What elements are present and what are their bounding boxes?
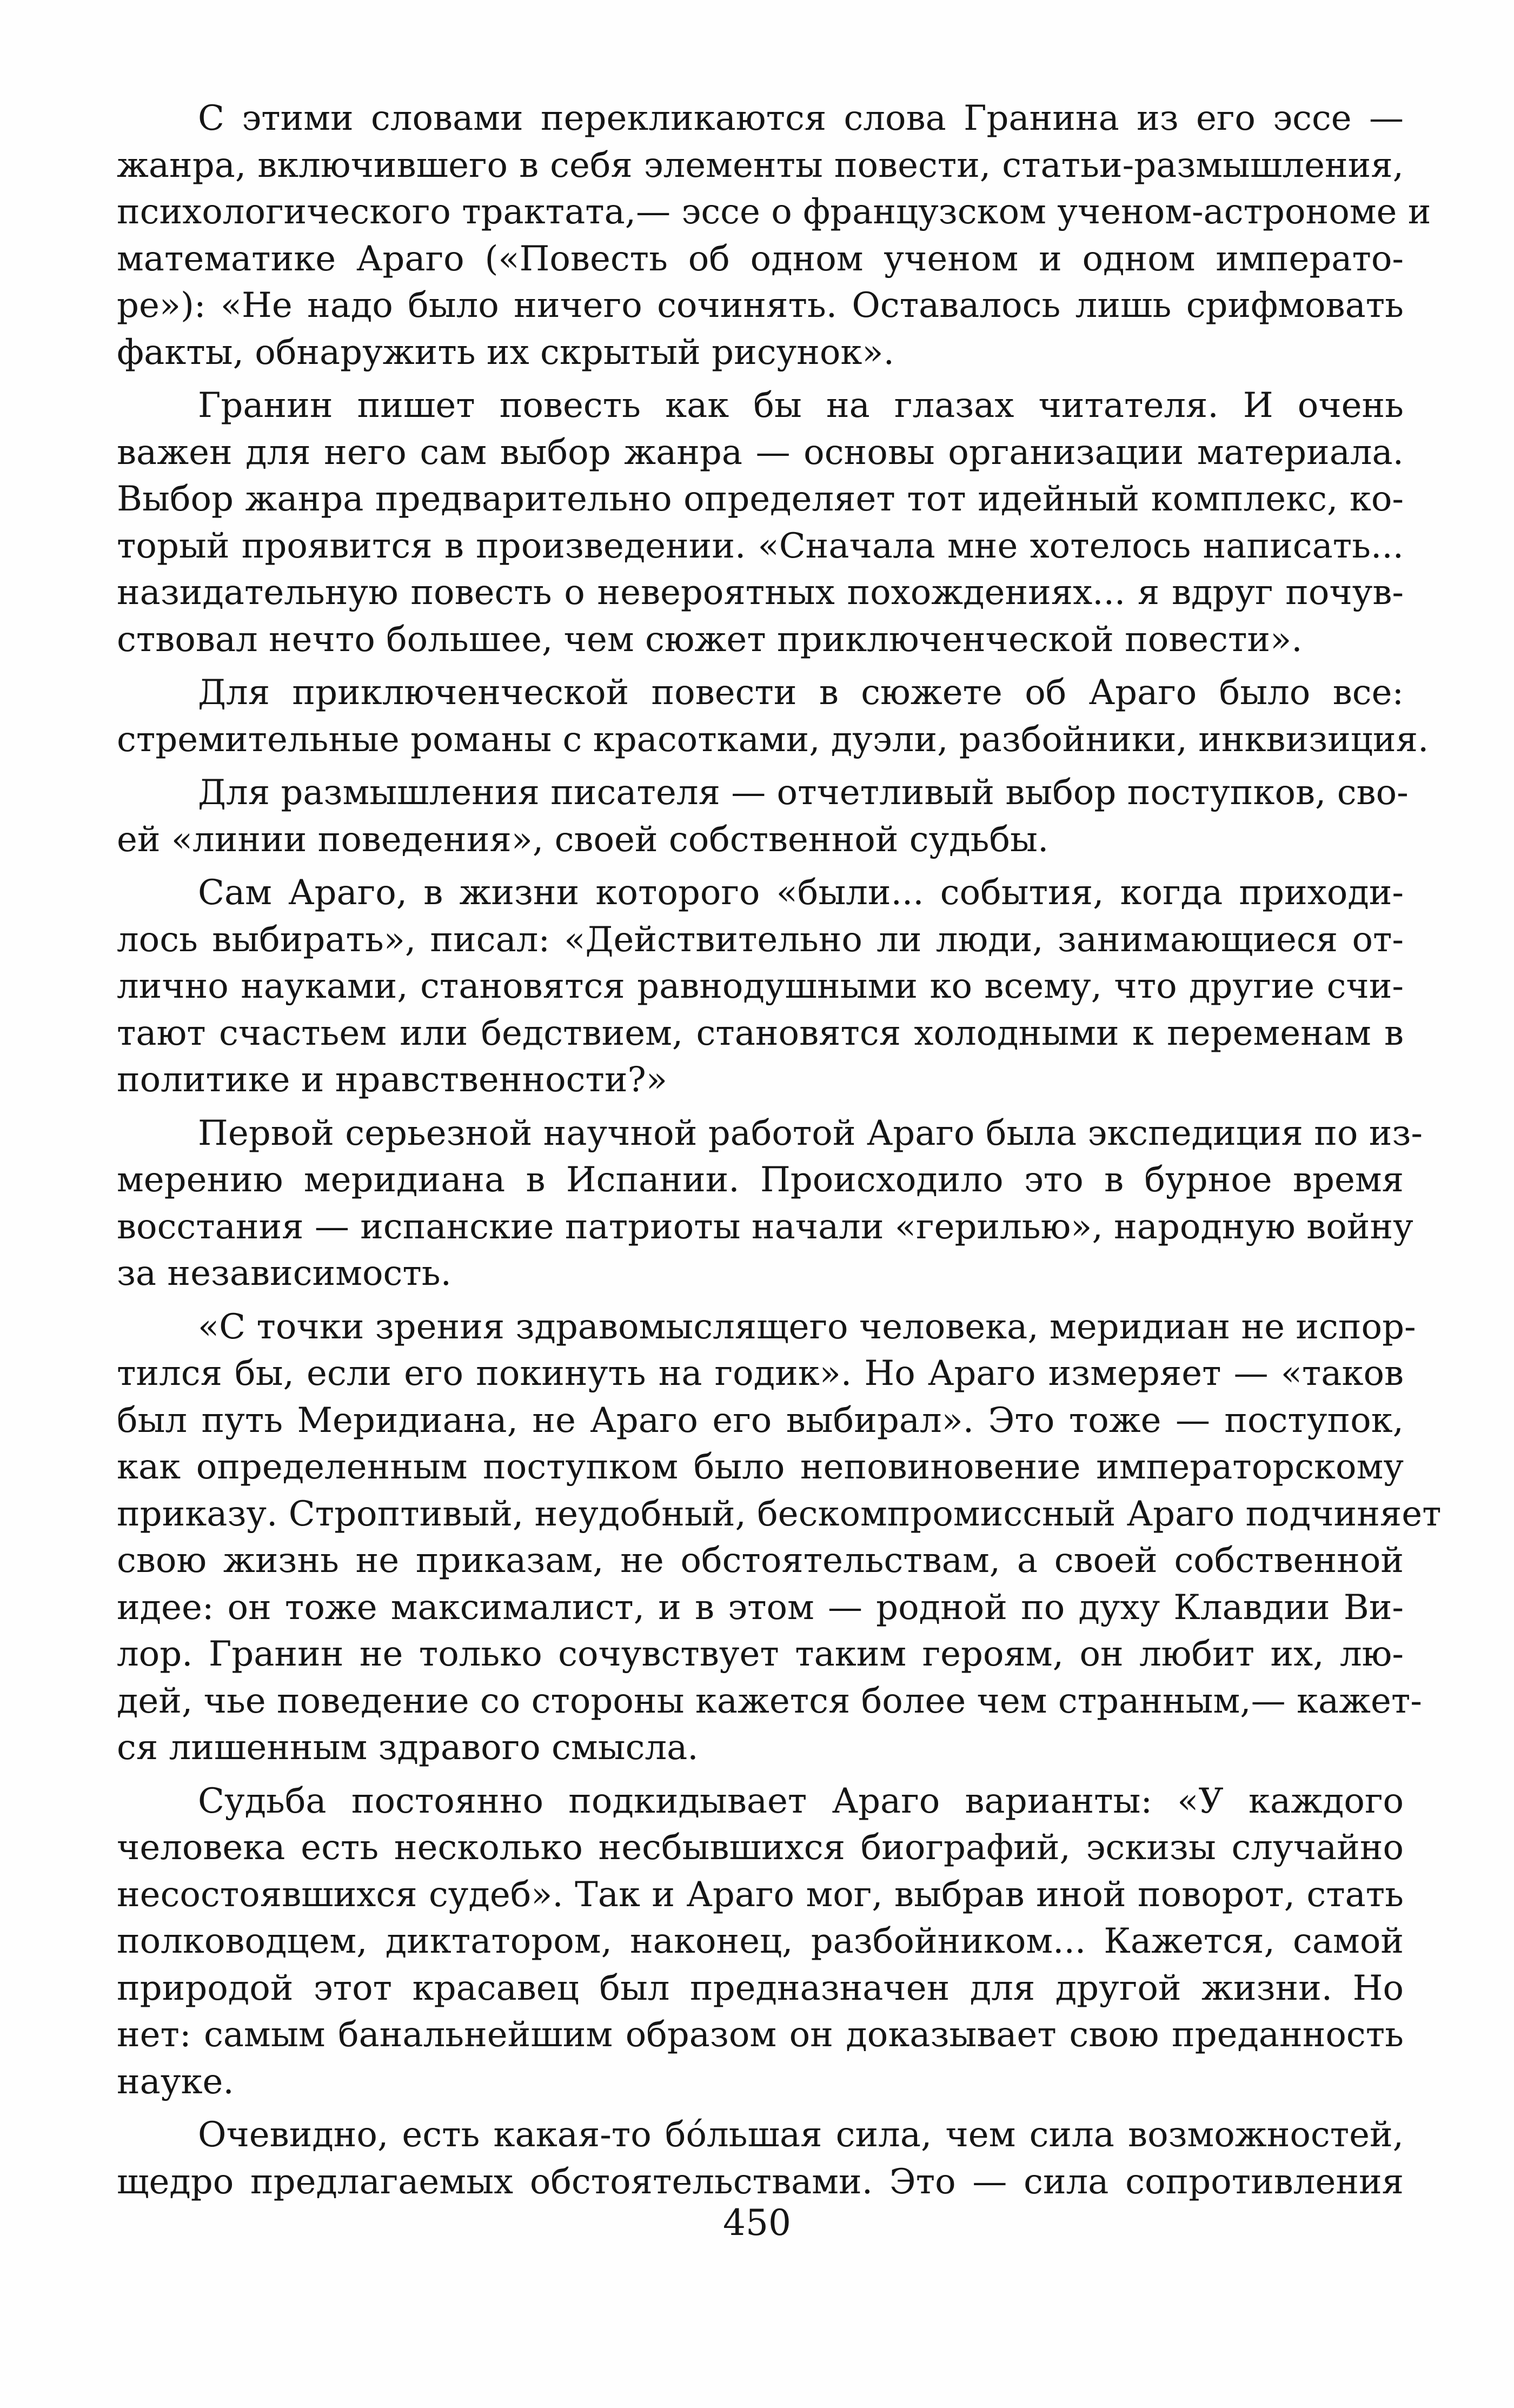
text-line: за независимость. bbox=[117, 1253, 451, 1293]
paragraph bbox=[117, 2112, 1404, 2205]
text-line: Сам Араго, в жизни которого «были... события, когда приходи- bbox=[198, 873, 1404, 913]
text-line: психологического трактата,— эссе о французском ученом-астрономе и bbox=[117, 192, 1431, 232]
text-line: несостоявшихся судеб». Так и Араго мог, выбрав иной поворот, стать bbox=[117, 1874, 1404, 1915]
text-line: природой этот красавец был предназначен для другой жизни. Но bbox=[117, 1968, 1404, 2008]
paragraph bbox=[117, 870, 1404, 1104]
text-line: как определенным поступком было неповиновение императорскому bbox=[117, 1447, 1404, 1487]
text-line: полководцем, диктатором, наконец, разбойником... Кажется, самой bbox=[117, 1921, 1404, 1961]
text-line: был путь Меридиана, не Араго его выбирал». Это тоже — поступок, bbox=[117, 1400, 1404, 1441]
text-line: тают счастьем или бедствием, становятся холодными к переменам в bbox=[117, 1013, 1404, 1053]
text-line: ствовал нечто большее, чем сюжет приключенческой повести». bbox=[117, 619, 1303, 660]
text-line: ся лишенным здравого смысла. bbox=[117, 1728, 699, 1768]
text-line: С этими словами перекликаются слова Гранина из его эссе — bbox=[198, 98, 1404, 138]
text-line: важен для него сам выбор жанра — основы организации материала. bbox=[117, 432, 1404, 473]
paragraph bbox=[117, 95, 1431, 376]
text-line: тился бы, если его покинуть на годик». Но Араго измеряет — «таков bbox=[117, 1354, 1404, 1394]
paragraph bbox=[117, 770, 1409, 863]
text-line: Гранин пишет повесть как бы на глазах читателя. И очень bbox=[198, 386, 1404, 426]
paragraph bbox=[117, 1110, 1423, 1297]
text-line: щедро предлагаемых обстоятельствами. Это — сила сопротивления bbox=[117, 2161, 1404, 2202]
text-line: торый проявится в произведении. «Сначала мне хотелось написать... bbox=[117, 526, 1404, 566]
text-line: стремительные романы с красотками, дуэли, разбойники, инквизиция. bbox=[117, 719, 1429, 760]
text-line: Для размышления писателя — отчетливый выбор поступков, сво- bbox=[198, 773, 1409, 813]
paragraph bbox=[117, 1304, 1442, 1772]
text-line: нет: самым банальнейшим образом он доказывает свою преданность bbox=[117, 2015, 1404, 2055]
text-line: свою жизнь не приказам, не обстоятельствам, а своей собственной bbox=[117, 1541, 1404, 1581]
text-line: лично науками, становятся равнодушными ко всему, что другие счи- bbox=[117, 966, 1404, 1006]
text-line: идее: он тоже максималист, и в этом — родной по духу Клавдии Ви- bbox=[117, 1587, 1404, 1628]
text-line: приказу. Строптивый, неудобный, бескомпромиссный Араго подчиняет bbox=[117, 1494, 1442, 1534]
text-line: назидательную повесть о невероятных похождениях... я вдруг почув- bbox=[117, 573, 1404, 613]
text-line: Очевидно, есть какая-то бо́льшая сила, чем сила возможностей, bbox=[198, 2115, 1404, 2155]
text-line: дей, чье поведение со стороны кажется более чем странным,— кажет- bbox=[117, 1681, 1422, 1721]
text-line: Выбор жанра предварительно определяет тот идейный комплекс, ко- bbox=[117, 479, 1404, 519]
text-line: «С точки зрения здравомыслящего человека, меридиан не испор- bbox=[198, 1306, 1416, 1347]
text-line: ей «линии поведения», своей собственной судьбы. bbox=[117, 819, 1049, 860]
text-line: лор. Гранин не только сочувствует таким героям, он любит их, лю- bbox=[117, 1634, 1404, 1674]
text-line: ре»): «Не надо было ничего сочинять. Оставалось лишь срифмовать bbox=[117, 286, 1404, 326]
page-number: 450 bbox=[723, 2202, 791, 2244]
text-line: науке. bbox=[117, 2061, 234, 2102]
text-line: факты, обнаружить их скрытый рисунок». bbox=[117, 332, 894, 373]
text-line: мерению меридиана в Испании. Происходило это в бурное время bbox=[117, 1160, 1404, 1200]
text-line: человека есть несколько несбывшихся биографий, эскизы случайно bbox=[117, 1828, 1404, 1868]
text-line: Для приключенческой повести в сюжете об Араго было все: bbox=[198, 673, 1404, 713]
text-line: Первой серьезной научной работой Араго была экспедиция по из- bbox=[198, 1113, 1423, 1153]
text-line: политике и нравственности?» bbox=[117, 1060, 667, 1100]
text-line: жанра, включившего в себя элементы повести, статьи-размышления, bbox=[117, 145, 1404, 185]
text-line: математике Араго («Повесть об одном ученом и одном императо- bbox=[117, 238, 1404, 279]
text-line: восстания — испанские патриоты начали «герилью», народную войну bbox=[117, 1206, 1413, 1247]
text-line: лось выбирать», писал: «Действительно ли люди, занимающиеся от- bbox=[117, 919, 1404, 960]
paragraph bbox=[117, 382, 1404, 663]
paragraph bbox=[117, 669, 1429, 763]
body-text bbox=[117, 95, 1442, 2212]
text-line: Судьба постоянно подкидывает Араго варианты: «У каждого bbox=[198, 1781, 1404, 1821]
paragraph bbox=[117, 1778, 1404, 2106]
